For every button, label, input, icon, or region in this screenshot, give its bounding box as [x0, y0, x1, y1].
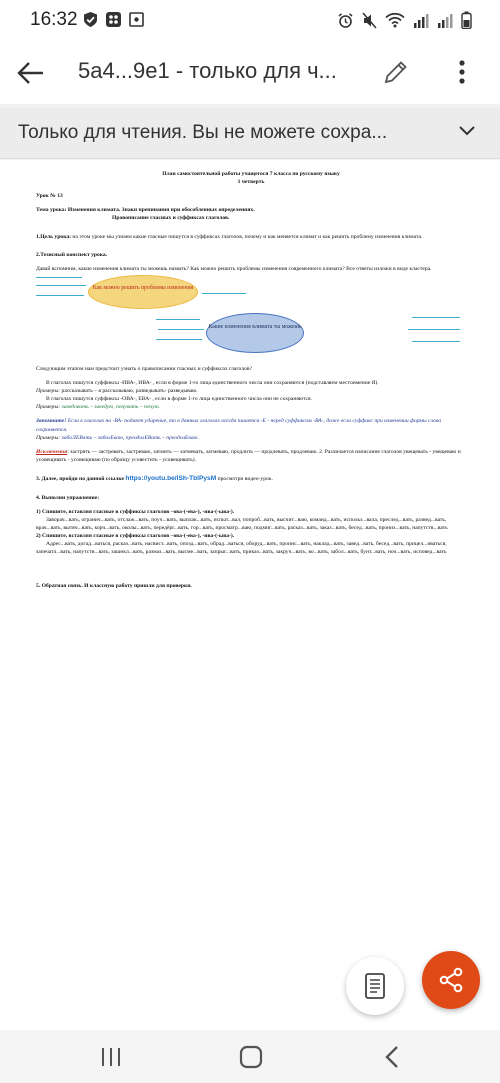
- example-text: забоЛЕВать – заболЕваю, преодолЕВать – преодолЕваю.: [60, 434, 199, 441]
- system-back-button[interactable]: [384, 1045, 400, 1074]
- chevron-down-icon: [458, 124, 476, 138]
- home-icon: [239, 1045, 263, 1069]
- cluster-line: [158, 329, 204, 330]
- battery-icon: [461, 11, 472, 29]
- alarm-icon: [337, 12, 354, 29]
- recent-apps-button[interactable]: [100, 1046, 122, 1073]
- pencil-icon: [382, 58, 410, 86]
- example-text: рассказывать – я рассказываю, разведывать- разведываю.: [60, 388, 198, 395]
- back-arrow-icon: [16, 58, 46, 88]
- task-1-heading: 1) Спишите, вставляя гласные в суффиксы глаголов –ова-(-ева-), -ива-(-ыва-).: [36, 508, 235, 515]
- cluster-line: [156, 339, 202, 340]
- example-iva: [36, 387, 466, 395]
- example-label: Примеры:: [36, 388, 61, 395]
- wifi-icon: [385, 12, 405, 28]
- screenshot-icon: [128, 11, 145, 28]
- goal-label: 1.Цель урока:: [36, 233, 72, 240]
- cluster-line: [36, 295, 84, 296]
- status-time: 16:32: [30, 9, 78, 30]
- exceptions-text: : застрять — застревать, застреваю, затмить — затмевать, затмеваю, продлить — продлевать, продлеваю. 2. Различается написание глаголов увещевать - увещеваю и усовещивать - усовещиваю (по образцу усовестить - усовещивать).: [36, 448, 461, 463]
- cluster-diagram: [36, 273, 466, 365]
- reading-mode-button[interactable]: [346, 957, 404, 1015]
- share-button[interactable]: [422, 951, 480, 1009]
- example-ova: [36, 403, 466, 411]
- step-3-label: 3. Далее, пройди по данной ссылке: [36, 475, 124, 482]
- remember-text: Если в глаголах на -ВА- подают ударение, то в данных глаголах всегда пишется -Е - перед суффиксом -ВА-, даже если суффикс при изменении формы слова сохраняется.: [36, 418, 441, 433]
- signal-2-icon: [437, 13, 453, 28]
- share-icon: [438, 967, 464, 993]
- signal-icon: [413, 13, 429, 28]
- rule-ova: В глаголах пишутся суффиксы -ОВА-, ЕВА- , если в форме 1-го лица единственного числа они не сохраняются.: [46, 396, 313, 403]
- thesis-heading: 2.Тезисный конспект урока.: [36, 251, 108, 258]
- document-page: [36, 170, 466, 590]
- step-4-heading: 4. Выполни упражнение:: [36, 494, 100, 501]
- example-label: Примеры:: [36, 434, 61, 441]
- goal-text: на этом уроке мы узнаем какие гласные пишутся в суффиксах глаголов, почему и как меняется климат и как решить проблему изменения климата.: [71, 233, 423, 240]
- rule-iva: В глаголах пишутся суффиксы -ИВА-, ИВА- , если в форме 1-го лица единственного числа они сохраняются (подставляем местоимение Я).: [46, 379, 379, 386]
- cluster-changes-node: Какие изменения климата ты можешь: [206, 313, 304, 353]
- task-2-heading: 2) Спишите, вставляя гласные в суффиксы глаголов –ова-(-ева-), -ива-(-ыва-).: [36, 532, 235, 539]
- cluster-line: [412, 341, 460, 342]
- app-notification-icon: [105, 11, 122, 28]
- lesson-goal: [36, 233, 466, 241]
- cluster-line: [412, 317, 460, 318]
- next-step-text: Следующим этапом нам предстоит узнать о правописании гласных и суффиксах глаголов?: [36, 365, 252, 372]
- lesson-topic-cont: Правописание гласных и суффиксах глаголов.: [112, 215, 230, 222]
- recall-question: Давай вспомним, какие изменения климата ты можешь назвать? Как можно решить проблемы изменения современного климата? Все ответы изложи в виде кластера.: [36, 265, 432, 272]
- read-only-message: Только для чтения. Вы не можете сохра...: [18, 122, 388, 143]
- cluster-line: [202, 293, 246, 294]
- system-navigation-bar: [0, 1030, 500, 1083]
- app-bar: [0, 40, 500, 104]
- example-label: Примеры:: [36, 404, 61, 411]
- chevron-left-icon: [384, 1045, 400, 1069]
- task-2-text: Адрес...вать, догад...ваться, расказ...вать, насвист...вать, опозд...вать, обрад...ваться, оборуд...вать, проинс...вать, наклад...вать, завед...вать, бесед...вать, прицел...иваться, запечатл...вать, напутств...вать, зашнкл...вать, размаз...вать, высме...вать, запрыг...вать, приказ...вать, закруч...вать, во...вать, забол...вать, бунт...вать, ноч...вать, исповед...вать: [36, 541, 447, 556]
- step-3: [36, 474, 466, 484]
- cluster-solutions-node: Как можно решить проблемы изменения: [88, 275, 198, 309]
- example-eva: [36, 434, 466, 442]
- expand-banner-button[interactable]: [458, 124, 476, 143]
- shield-check-icon: [82, 11, 99, 28]
- exceptions-label: Исключения: [36, 448, 68, 455]
- lesson-topic: Тема урока: Изменения климата. Знаки препинания при обособленных определениях.: [36, 207, 255, 214]
- recent-apps-icon: [100, 1046, 122, 1068]
- remember-note: [36, 417, 466, 433]
- mute-icon: [362, 12, 377, 29]
- cluster-line: [36, 285, 86, 286]
- reading-mode-icon: [364, 973, 386, 999]
- cluster-line: [408, 329, 460, 330]
- cluster-line: [36, 277, 82, 278]
- task-1-text: Заворач...вать, огранич...вать, отслаж...вать, поуч...вать, выплак...вать, испыт...вал, попроб...вать, высчит...ваю, команд...вать, использ...вала, преслед...вать, развед...вать, врач...вать, вытяч...вать, корч...вать, околы...вать, передёрг...вать, гор...вать, просматр...ваю, подмиг...вать, расказ...вать, заказ...вать, бесед...вать, прониз...вать, напутств...вать: [36, 516, 448, 531]
- video-lesson-link[interactable]: https://youtu.be/lSh-TblPysM: [125, 474, 217, 482]
- example-text: заведовать – заведую, почувать – почую.: [60, 404, 160, 411]
- quarter-label: 1 четверть: [237, 179, 265, 186]
- step-3-after: просмотри видео-урок.: [216, 475, 273, 482]
- read-only-banner[interactable]: [0, 108, 500, 159]
- document-viewer[interactable]: [0, 160, 500, 1030]
- back-button[interactable]: [16, 58, 46, 93]
- plan-title: План самостоятельной работы учащегося 7 класса по русскому языку: [162, 171, 340, 177]
- document-title: 5a4...9e1 - только для ч...: [78, 58, 337, 83]
- edit-button[interactable]: [382, 58, 410, 91]
- cluster-line: [156, 319, 200, 320]
- step-5-heading: 5. Обратная связь. И классную работу пришли для проверки.: [36, 583, 192, 590]
- status-bar: [0, 0, 500, 40]
- more-options-button[interactable]: [452, 58, 472, 91]
- remember-label: Запомните!: [36, 418, 67, 425]
- more-vert-icon: [452, 58, 472, 86]
- exceptions-note: [36, 448, 466, 464]
- lesson-number: Урок № 13: [36, 193, 63, 200]
- home-button[interactable]: [239, 1045, 263, 1074]
